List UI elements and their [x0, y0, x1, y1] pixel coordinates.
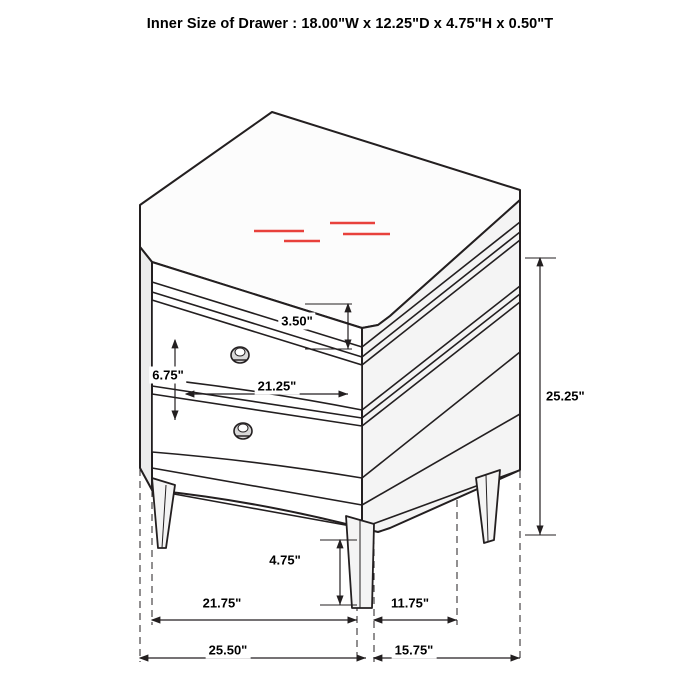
dimension-label-drawer-front-height: 3.50" — [278, 313, 315, 330]
dimension-label-leg-height: 4.75" — [266, 552, 303, 569]
dimension-label-front-width: 21.75" — [200, 595, 245, 612]
knob-upper — [231, 347, 249, 363]
dimension-label-overall-width: 25.50" — [206, 642, 251, 659]
dimension-label-overall-depth: 15.75" — [392, 642, 437, 659]
dimension-label-case-height: 25.25" — [543, 388, 588, 405]
page-title: Inner Size of Drawer : 18.00"W x 12.25"D x 4.75"H x 0.50"T — [146, 16, 554, 32]
leg-front-left — [152, 478, 175, 548]
dimension-label-lower-drawer-height: 6.75" — [149, 367, 186, 384]
dimension-label-side-depth: 11.75" — [388, 595, 432, 612]
knob-lower — [234, 423, 252, 439]
dimension-label-drawer-width: 21.25" — [255, 378, 300, 395]
